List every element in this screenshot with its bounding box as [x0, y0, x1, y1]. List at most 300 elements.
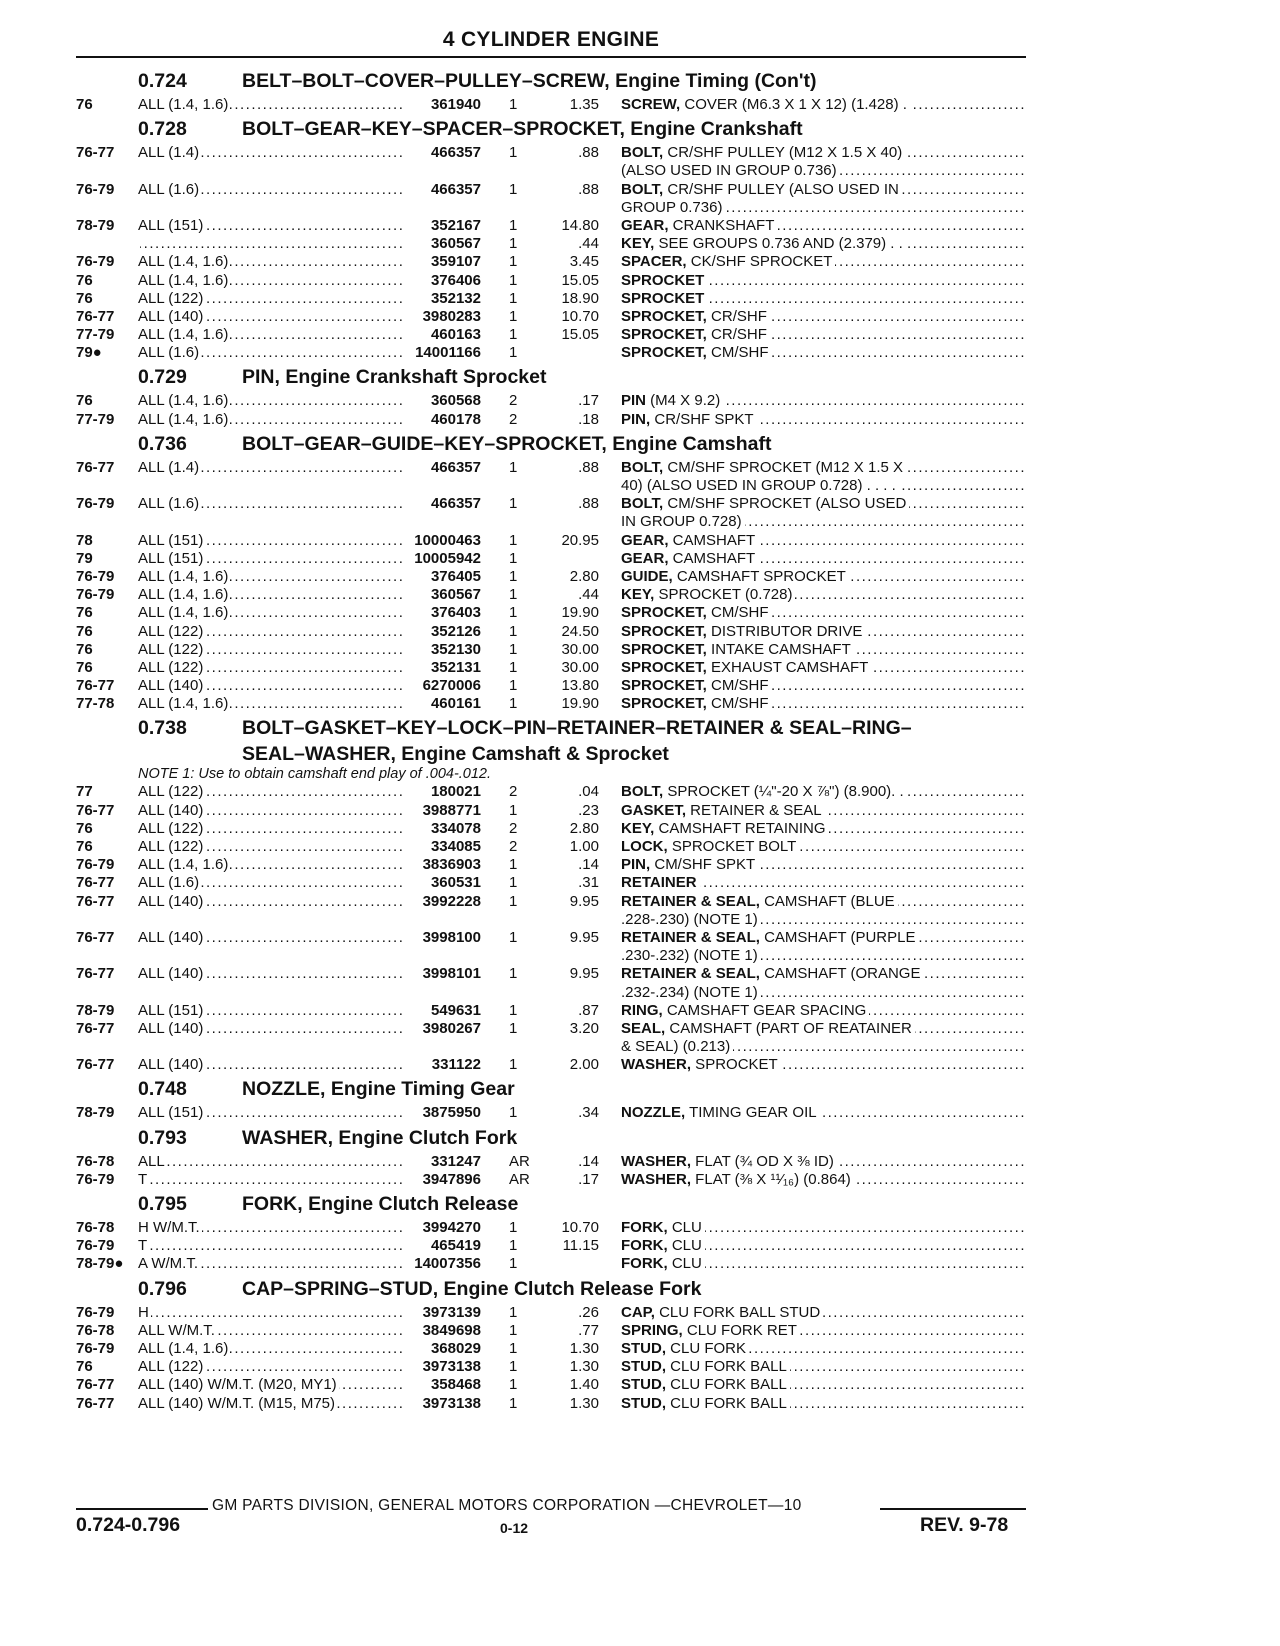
part-row [76, 326, 1026, 344]
description-text: SCREW, COVER (M6.3 X 1 X 12) (1.428) . [621, 96, 910, 113]
part-description [599, 272, 1026, 290]
quantity: 1 [509, 549, 518, 567]
quantity: 1 [509, 1394, 518, 1412]
section-title [76, 1074, 1026, 1104]
part-number: 334085 [430, 838, 481, 855]
application-text: ALL (1.4, 1.6) [138, 271, 229, 289]
application [138, 568, 403, 586]
list-price: 11.15 [562, 1237, 599, 1255]
model-years: 76-79 [76, 567, 115, 585]
part-description [599, 947, 1026, 965]
description-keyword: SEAL, [621, 1019, 666, 1037]
application-text: ALL (151) [138, 216, 204, 234]
footer-group-range: 0.724-0.796 [76, 1514, 181, 1536]
description-text: SPROCKET, CM/SHF [621, 695, 772, 712]
part-description [599, 1153, 1026, 1171]
model-years: 76 [76, 819, 93, 837]
description-text: PIN (M4 X 9.2) [621, 392, 723, 409]
application [138, 290, 403, 308]
application-text: ALL (122) [138, 622, 204, 640]
description-text: SEAL, CAMSHAFT (PART OF REATAINER [621, 1020, 915, 1037]
quantity: 1 [509, 458, 518, 476]
footer-page-number: 0-12 [500, 1520, 529, 1536]
part-number: 3980267 [422, 1019, 481, 1037]
section-heading: BOLT–GEAR–KEY–SPACER–SPROCKET, Engine Crankshaft [242, 118, 803, 141]
quantity: 1 [509, 1056, 518, 1074]
application [138, 392, 403, 410]
part-number: 368029 [430, 1339, 481, 1357]
description-text: & SEAL) (0.213) [621, 1038, 733, 1055]
description-text: GUIDE, CAMSHAFT SPROCKET [621, 568, 849, 585]
section-heading: WASHER, Engine Clutch Fork [242, 1126, 518, 1149]
list-price: 24.50 [561, 622, 599, 640]
list-price: .88 [578, 180, 599, 198]
part-description [599, 1219, 1026, 1237]
part-row [76, 272, 1026, 290]
list-price: 1.00 [569, 838, 599, 855]
section-note: NOTE 1: Use to obtain camshaft end play of .004-.012. [138, 766, 492, 783]
quantity: 2 [509, 783, 518, 801]
quantity: 1 [509, 1237, 518, 1255]
description-text: GEAR, CAMSHAFT [621, 550, 758, 567]
part-number: 3875950 [422, 1104, 481, 1122]
description-text: FORK, CLU [621, 1219, 705, 1236]
model-years: 78-79 [76, 1104, 115, 1122]
part-description [599, 820, 1026, 838]
quantity: 1 [509, 1219, 518, 1236]
list-price: 1.40 [569, 1376, 599, 1394]
part-row [76, 1056, 1026, 1074]
application-text: A W/M.T. [138, 1255, 198, 1273]
list-price: 19.90 [561, 695, 599, 713]
quantity: 1 [509, 1001, 518, 1019]
quantity: 1 [509, 604, 518, 622]
part-number: 3947896 [422, 1170, 481, 1188]
list-price [545, 550, 599, 568]
application [138, 326, 403, 344]
part-description [599, 1358, 1026, 1376]
part-description [599, 604, 1026, 622]
model-years: 79 [76, 549, 93, 567]
quantity: 1 [509, 1255, 518, 1273]
application [138, 641, 403, 659]
model-years: 76 [76, 604, 93, 622]
application-text: ALL (1.4, 1.6) [138, 392, 229, 410]
description-text: KEY, SEE GROUPS 0.736 AND (2.379) . . . [621, 235, 914, 252]
application [138, 929, 403, 947]
application-text: ALL (122) [138, 289, 204, 307]
part-description [599, 911, 1026, 929]
description-text: RING, CAMSHAFT GEAR SPACING [621, 1002, 869, 1019]
application-text: ALL (140) [138, 965, 204, 983]
part-description [599, 144, 1026, 162]
description-text: SPRING, CLU FORK RET [621, 1322, 800, 1339]
part-row [76, 1358, 1026, 1376]
quantity: 1 [509, 856, 518, 874]
part-row [76, 550, 1026, 568]
part-row [76, 411, 1026, 429]
description-text: RETAINER & SEAL, CAMSHAFT (ORANGE [621, 965, 923, 982]
list-price: 9.95 [569, 928, 599, 946]
application-text: ALL (122) [138, 1358, 204, 1376]
part-description [599, 695, 1026, 713]
application-text: ALL (122) [138, 838, 204, 855]
application [138, 1322, 403, 1340]
description-keyword: BOLT, [621, 458, 664, 476]
section-heading: BELT–BOLT–COVER–PULLEY–SCREW, Engine Timing (Con't) [242, 70, 817, 92]
application-text: ALL W/M.T. [138, 1321, 215, 1339]
quantity: AR [509, 1170, 530, 1188]
part-row [76, 641, 1026, 659]
application-text: ALL (1.4, 1.6) [138, 586, 229, 604]
part-row [76, 532, 1026, 550]
model-years: 76-79 [76, 1237, 115, 1255]
quantity: 1 [509, 96, 518, 113]
description-text: (ALSO USED IN GROUP 0.736) [621, 162, 840, 179]
description-text: WASHER, FLAT (¾ OD X ⅜ ID) [621, 1153, 837, 1170]
model-years: 76-78 [76, 1152, 115, 1170]
description-keyword: SPROCKET, [621, 677, 707, 695]
part-description [599, 677, 1026, 695]
description-keyword: SPACER, [621, 253, 687, 271]
section-title [76, 1123, 1026, 1153]
description-text: SPROCKET, INTAKE CAMSHAFT [621, 641, 854, 658]
part-row [76, 459, 1026, 477]
description-text: GEAR, CAMSHAFT [621, 532, 758, 549]
part-description [599, 929, 1026, 947]
part-row [76, 1020, 1026, 1038]
description-text: SPROCKET, EXHAUST CAMSHAFT [621, 659, 871, 676]
part-description [599, 984, 1026, 1002]
application [138, 1219, 403, 1237]
list-price: .18 [578, 410, 599, 428]
application [138, 308, 403, 326]
list-price: 9.95 [569, 965, 599, 983]
application [138, 586, 403, 604]
part-number: 3973138 [422, 1394, 481, 1412]
model-years: 76-79 [76, 180, 115, 198]
application-text: H W/M.T. [138, 1219, 200, 1236]
application-text: ALL (151) [138, 1104, 204, 1122]
part-number: 460178 [430, 410, 481, 428]
part-number: 331122 [431, 1056, 481, 1074]
application [138, 695, 403, 713]
list-price: .87 [578, 1001, 599, 1019]
part-row [76, 344, 1026, 362]
quantity: 1 [509, 640, 518, 658]
application [138, 1395, 403, 1413]
description-keyword: SCREW, [621, 96, 681, 113]
description-text: KEY, SPROCKET (0.728) [621, 586, 795, 603]
model-years: 79● [76, 344, 102, 362]
list-price: 18.90 [561, 289, 599, 307]
description-keyword: SPROCKET [621, 271, 705, 289]
part-row [76, 1340, 1026, 1358]
list-price: 13.80 [561, 677, 599, 695]
description-keyword: CAP, [621, 1303, 655, 1321]
section-title [76, 66, 1026, 96]
list-price [545, 344, 599, 362]
part-description [599, 96, 1026, 114]
quantity: 1 [509, 695, 518, 713]
application [138, 1304, 403, 1322]
part-row-continuation [76, 199, 1026, 217]
list-price: .04 [578, 783, 599, 801]
section-number: 0.728 [138, 118, 187, 141]
quantity: 1 [509, 1019, 518, 1037]
part-description [599, 217, 1026, 235]
description-text: FORK, CLU [621, 1255, 705, 1272]
part-description [599, 623, 1026, 641]
description-text: CAP, CLU FORK BALL STUD [621, 1304, 823, 1321]
description-text: FORK, CLU [621, 1237, 705, 1254]
description-text: STUD, CLU FORK BALL [621, 1376, 790, 1393]
application-text: ALL (140) [138, 307, 204, 325]
quantity: 1 [509, 658, 518, 676]
part-number: 360567 [430, 586, 481, 604]
part-description [599, 1395, 1026, 1413]
section-number: 0.796 [138, 1277, 187, 1300]
description-keyword: RETAINER & SEAL, [621, 928, 760, 946]
application-text: ALL (1.4) [138, 458, 200, 476]
application [138, 253, 403, 271]
description-text: GEAR, CRANKSHAFT [621, 217, 777, 234]
model-years: 76-77 [76, 1056, 115, 1074]
description-keyword: FORK, [621, 1255, 668, 1273]
model-years: 76-79 [76, 856, 115, 874]
list-price: 20.95 [561, 531, 599, 549]
quantity: 2 [509, 838, 518, 855]
part-number: 3992228 [422, 892, 481, 910]
section-title [76, 1274, 1026, 1304]
list-price: 30.00 [561, 658, 599, 676]
model-years: 76-77 [76, 801, 115, 819]
description-keyword: RETAINER & SEAL, [621, 965, 760, 983]
application [138, 235, 403, 253]
part-row [76, 838, 1026, 856]
part-number: 376406 [430, 271, 481, 289]
quantity: 1 [509, 326, 518, 344]
part-number: 3973138 [422, 1358, 481, 1376]
part-description [599, 874, 1026, 892]
part-row [76, 856, 1026, 874]
description-text: RETAINER & SEAL, CAMSHAFT (PURPLE [621, 929, 919, 946]
application-text: ALL (151) [138, 531, 204, 549]
part-number: 466357 [430, 144, 481, 162]
model-years: 76 [76, 271, 93, 289]
model-years [76, 235, 138, 253]
part-description [599, 586, 1026, 604]
part-row-continuation [76, 947, 1026, 965]
model-years: 77 [76, 783, 93, 801]
part-description [599, 1304, 1026, 1322]
part-number: 14001166 [415, 344, 481, 362]
application [138, 144, 403, 162]
description-text: STUD, CLU FORK BALL [621, 1358, 790, 1375]
part-description [599, 459, 1026, 477]
application [138, 217, 403, 235]
description-keyword: GEAR, [621, 549, 669, 567]
part-description [599, 893, 1026, 911]
section-number: 0.729 [138, 366, 187, 389]
list-price: 1.30 [569, 1339, 599, 1357]
model-years: 77-79 [76, 410, 115, 428]
section-number: 0.724 [138, 70, 187, 92]
list-price: 14.80 [561, 216, 599, 234]
part-number: 3998101 [422, 965, 481, 983]
list-price: .44 [578, 586, 599, 604]
page-header-title: 4 CYLINDER ENGINE [442, 28, 660, 51]
part-number: 3988771 [422, 801, 481, 819]
description-keyword: BOLT, [621, 144, 664, 162]
description-keyword: PIN, [621, 856, 651, 874]
quantity: 1 [509, 307, 518, 325]
model-years: 78-79 [76, 216, 115, 234]
application [138, 874, 403, 892]
description-text: RETAINER & SEAL, CAMSHAFT (BLUE [621, 893, 898, 910]
description-keyword: WASHER, [621, 1056, 692, 1074]
part-row [76, 820, 1026, 838]
part-description [599, 965, 1026, 983]
model-years: 76-77 [76, 892, 115, 910]
model-years: 76 [76, 392, 93, 410]
part-row [76, 290, 1026, 308]
section-title [76, 1189, 1026, 1219]
description-text: SPROCKET, CR/SHF [621, 326, 770, 343]
part-row [76, 1255, 1026, 1273]
list-price: 10.70 [561, 307, 599, 325]
description-keyword: SPROCKET, [621, 622, 707, 640]
description-keyword: STUD, [621, 1358, 666, 1376]
application [138, 783, 403, 801]
part-row-continuation [76, 162, 1026, 180]
part-row [76, 235, 1026, 253]
application [138, 604, 403, 622]
part-row [76, 893, 1026, 911]
model-years: 76-79 [76, 586, 115, 604]
part-number: 180021 [430, 783, 481, 801]
model-years: 76-77 [76, 1394, 115, 1412]
part-row [76, 586, 1026, 604]
part-number: 3849698 [422, 1321, 481, 1339]
part-number: 10005942 [414, 549, 481, 567]
description-text: LOCK, SPROCKET BOLT [621, 838, 799, 855]
description-text: 40) (ALSO USED IN GROUP 0.728) . . . . [621, 477, 899, 494]
footer-publisher: GM PARTS DIVISION, GENERAL MOTORS CORPORATION —CHEVROLET—10 [212, 1497, 802, 1514]
description-text: BOLT, CM/SHF SPROCKET (M12 X 1.5 X [621, 459, 906, 476]
part-description [599, 568, 1026, 586]
part-description [599, 550, 1026, 568]
list-price: .26 [578, 1303, 599, 1321]
part-description [599, 659, 1026, 677]
part-row-continuation [76, 513, 1026, 531]
application [138, 1020, 403, 1038]
part-description [599, 1104, 1026, 1122]
application [138, 1255, 403, 1273]
section-heading-continued: SEAL–WASHER, Engine Camshaft & Sprocket [242, 743, 669, 766]
part-number: 3998100 [422, 928, 481, 946]
quantity: 1 [509, 622, 518, 640]
footer-revision: REV. 9-78 [920, 1514, 1009, 1536]
list-price: .14 [578, 856, 599, 874]
description-text: .230-.232) (NOTE 1) [621, 947, 761, 964]
quantity: 1 [509, 271, 518, 289]
application-text: ALL (1.4, 1.6) [138, 326, 229, 344]
application-text: ALL [138, 1152, 165, 1170]
description-keyword: SPROCKET, [621, 307, 707, 325]
quantity: 1 [509, 1104, 518, 1122]
quantity: 1 [509, 1376, 518, 1394]
quantity: 1 [509, 677, 518, 695]
part-number: 3973139 [422, 1303, 481, 1321]
part-row [76, 623, 1026, 641]
application [138, 1358, 403, 1376]
application-text: ALL (140) [138, 1019, 204, 1037]
part-description [599, 1322, 1026, 1340]
application [138, 495, 403, 513]
part-number: 466357 [430, 495, 481, 513]
model-years: 76-79 [76, 1170, 115, 1188]
part-description [599, 1038, 1026, 1056]
application-text: ALL (140) [138, 801, 204, 819]
header-rule [76, 56, 1026, 58]
section-title [76, 713, 1026, 743]
description-keyword: STUD, [621, 1376, 666, 1394]
application [138, 411, 403, 429]
description-text: SPROCKET, CM/SHF [621, 604, 772, 621]
description-keyword: SPROCKET, [621, 604, 707, 622]
model-years: 76 [76, 838, 93, 855]
quantity: 2 [509, 410, 518, 428]
part-number: 6270006 [422, 677, 481, 695]
part-description [599, 308, 1026, 326]
description-keyword: STUD, [621, 1394, 666, 1412]
part-row [76, 96, 1026, 114]
quantity: 1 [509, 344, 518, 362]
description-keyword: BOLT, [621, 495, 664, 513]
application-text: ALL (1.4, 1.6) [138, 567, 229, 585]
description-text: PIN, CR/SHF SPKT [621, 411, 757, 428]
list-price: 1.30 [569, 1358, 599, 1376]
model-years: 76-77 [76, 677, 115, 695]
list-price: .44 [578, 235, 599, 253]
application-text: ALL (1.4, 1.6) [138, 253, 229, 271]
part-description [599, 513, 1026, 531]
part-description [599, 1340, 1026, 1358]
model-years: 76-77 [76, 144, 115, 162]
part-description [599, 290, 1026, 308]
part-description [599, 253, 1026, 271]
description-keyword: NOZZLE, [621, 1104, 686, 1122]
model-years: 76-78 [76, 1321, 115, 1339]
part-row [76, 495, 1026, 513]
model-years: 78 [76, 531, 93, 549]
section-number: 0.748 [138, 1078, 187, 1101]
application-text: ALL (1.6) [138, 874, 200, 892]
part-description [599, 411, 1026, 429]
quantity: 2 [509, 819, 518, 837]
model-years: 76-77 [76, 874, 115, 892]
part-row [76, 1153, 1026, 1171]
quantity: 1 [509, 586, 518, 604]
part-row [76, 1322, 1026, 1340]
list-price: 15.05 [561, 326, 599, 344]
quantity: 1 [509, 289, 518, 307]
application [138, 677, 403, 695]
part-description [599, 477, 1026, 495]
description-text: GROUP 0.736) [621, 199, 725, 216]
part-description [599, 1255, 1026, 1273]
